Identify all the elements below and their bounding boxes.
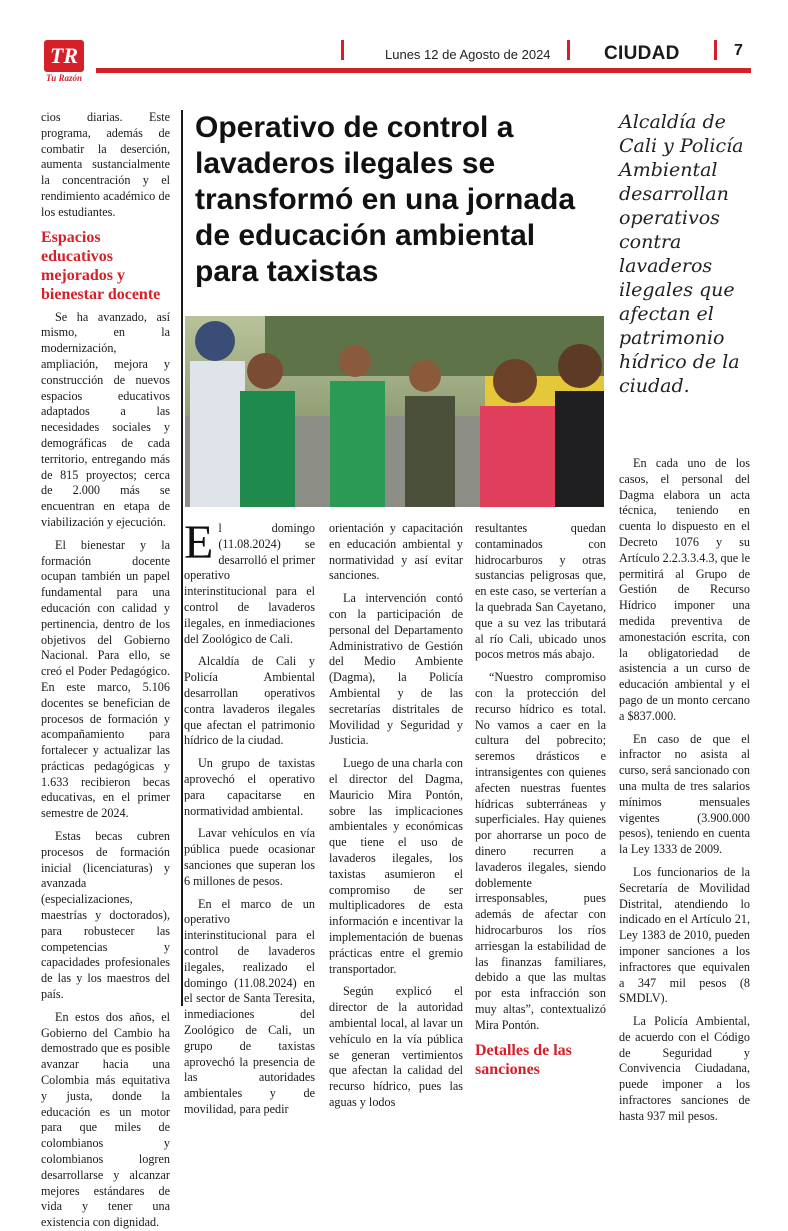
paragraph: En caso de que el infractor no asista al curso, será sancionado con una multa de tres salarios mínimos mensuales vigentes (3.900.000 pesos), teniendo en cuenta la Ley 1333 de 2009. [619,731,750,857]
paragraph: Alcaldía de Cali y Policía Ambiental desarrollan operativos contra lavaderos ilegales que afectan el patrimonio hídrico de la ciudad. [184,654,315,748]
paragraph: resultantes quedan contaminados con hidrocarburos y otras sustancias peligrosas que, en este caso, se verterían a la quebrada San Cayetano, que a su vez las tributará al río Cali, ubicado unos pocos metros más abajo. [475,521,606,662]
paragraph: La Policía Ambiental, de acuerdo con el Código de Seguridad y Convivencia Ciudadana, puede imponer a los infractores sanciones de hasta 937 mil pesos. [619,1014,750,1123]
paragraph: Luego de una charla con el director del Dagma, Mauricio Mira Pontón, sobre las implicaciones ambientales y económicas que tiene el uso de lavaderos ilegales, los taxistas asumieron el compromiso de ser multiplicadores de esta información e incentivar la implementación de buenas prácticas entre el gremio transportador. [329,756,463,976]
header-divider-1 [341,40,344,60]
column-divider [181,110,183,1006]
paragraph: Un grupo de taxistas aprovechó el operativo para capacitarse en normatividad ambiental. [184,756,315,818]
newspaper-logo [41,40,87,84]
header-rule [96,68,751,73]
paragraph: cios diarias. Este programa, además de combatir la deserción, aumenta sustancialmente la concentración y el rendimiento académico de los estudiantes. [41,110,170,219]
logo-mark: TR [44,40,84,72]
subheading: Detalles de las sanciones [475,1041,572,1078]
photo-illustration [185,316,604,507]
left-column-article [41,110,170,1231]
logo-tagline: Tu Razón [46,73,82,83]
article-column-4 [619,456,750,1125]
article-column-3 [475,521,606,1085]
subheading: Espacios educativos mejorados y bienestar docente [41,228,161,303]
paragraph: Según explicó el director de la autoridad ambiental local, al lavar un vehículo en la vía pública se generan vertimientos que afectan la calidad del recurso hídrico, pues las aguas y lodos [329,984,463,1109]
lead-text: l domingo (11.08.2024) se desarrolló el primer operativo interinstitucional para el control de lavaderos ilegales, en inmediaciones del Zoológico de Cali. [184,521,315,646]
article-headline: Operativo de control a lavaderos ilegales se transformó en una jornada de educación ambiental para taxistas [195,111,576,288]
paragraph: En cada uno de los casos, el personal del Dagma elabora un acta técnica, teniendo en cuenta lo dispuesto en el Decreto 1076 y su Artículo 2.2.3.3.4.3, que le permitirá al Grupo de Gestión de Recurso Hídrico imponer una medida preventiva de amonestación escrita, con la obligatoriedad de asistencia a un curso de educación ambiental y el pago de un monto cercano a $837.000. [619,456,750,723]
paragraph: Lavar vehículos en vía pública puede ocasionar sanciones que superan los 6 millones de pesos. [184,826,315,888]
section-title: CIUDAD [604,43,680,64]
paragraph: La intervención contó con la participación de personal del Departamento Administrativo de Gestión del Medio Ambiente (Dagma), la Policía Ambiental y de las secretarías distritales de Movilidad y Seguridad y Justicia. [329,591,463,748]
paragraph: Los funcionarios de la Secretaría de Movilidad Distrital, atendiendo lo indicado en el Artículo 21, Ley 1383 de 2010, pueden imponer sanciones a los infractores que equivalen a 347 mil pesos (8 SMDLV). [619,864,750,1006]
paragraph: En el marco de un operativo interinstitucional para el control de lavaderos ilegales, realizado el domingo (11.08.2024) en el sector de Santa Teresita, inmediaciones del Zoológico de Cali, un grupo de taxistas aprovechó la presencia de las autoridades ambientales y de movilidad, para pedir [184,896,315,1116]
article-column-1 [184,516,315,1118]
paragraph: “Nuestro compromiso con la protección del recurso hídrico es total. No vamos a caer en la cultura del pobrecito; seremos drásticos e intransigentes con quienes afecten nuestras fuentes hídricas subterráneas y superficiales. Hay quienes por ahorrarse un poco de dinero recurren a lavaderos ilegales, siendo doblemente irresponsables, pues además de afectar con hidrocarburos los ríos arriesgan la estabilidad de las finanzas familiares, debido a que las multas por esta infracción son muy altas”, contextualizó Mira Pontón. [475,670,606,1032]
header-divider-3 [714,40,717,60]
header-divider-2 [567,40,570,60]
sidebar-pull-quote: Alcaldía de Cali y Policía Ambiental desarrollan operativos contra lavaderos ilegales que afectan el patrimonio hídrico de la ciudad. [619,111,744,397]
drop-cap: E [184,516,214,569]
issue-date: Lunes 12 de Agosto de 2024 [385,47,551,62]
paragraph: El bienestar y la formación docente ocupan también un papel fundamental para una educación con calidad y pertinencia, dentro de los objetivos del Gobierno Nacional. Para ello, se creó el Poder Pedagógico. En este marco, 5.106 docentes se benefician de procesos de formación y acompañamiento para fortalecer y actualizar las prácticas pedagógicas y 1.633 recibieron becas educativas, en el primer semestre de 2024. [41,537,170,821]
article-column-2 [329,521,463,1111]
page-number: 7 [734,42,743,59]
paragraph: Estas becas cubren procesos de formación inicial (licenciaturas) y avanzada (especializaciones, maestrías y doctorados), para robustecer las competencias y capacidades profesionales de las y los maestros del país. [41,829,170,1002]
article-photo [185,316,604,507]
paragraph: orientación y capacitación en educación ambiental y normatividad y así evitar sanciones. [329,521,463,583]
paragraph: Se ha avanzado, así mismo, en la modernización, ampliación, mejora y construcción de nuevos espacios educativos adaptados a las necesidades sociales y demográficas de cada territorio, entregando más de 815 proyectos; cerca de 2.000 más se encuentran en etapa de viabilización y ejecución. [41,309,170,529]
paragraph: En estos dos años, el Gobierno del Cambio ha demostrado que es posible avanzar hacia una Colombia más equitativa y justa, donde la educación es un motor para que miles de colombianos y colombianos logren desarrollarse y alcanzar mejores estándares de vida y tener una existencia con dignidad. [41,1009,170,1230]
lead-paragraph [184,516,315,647]
